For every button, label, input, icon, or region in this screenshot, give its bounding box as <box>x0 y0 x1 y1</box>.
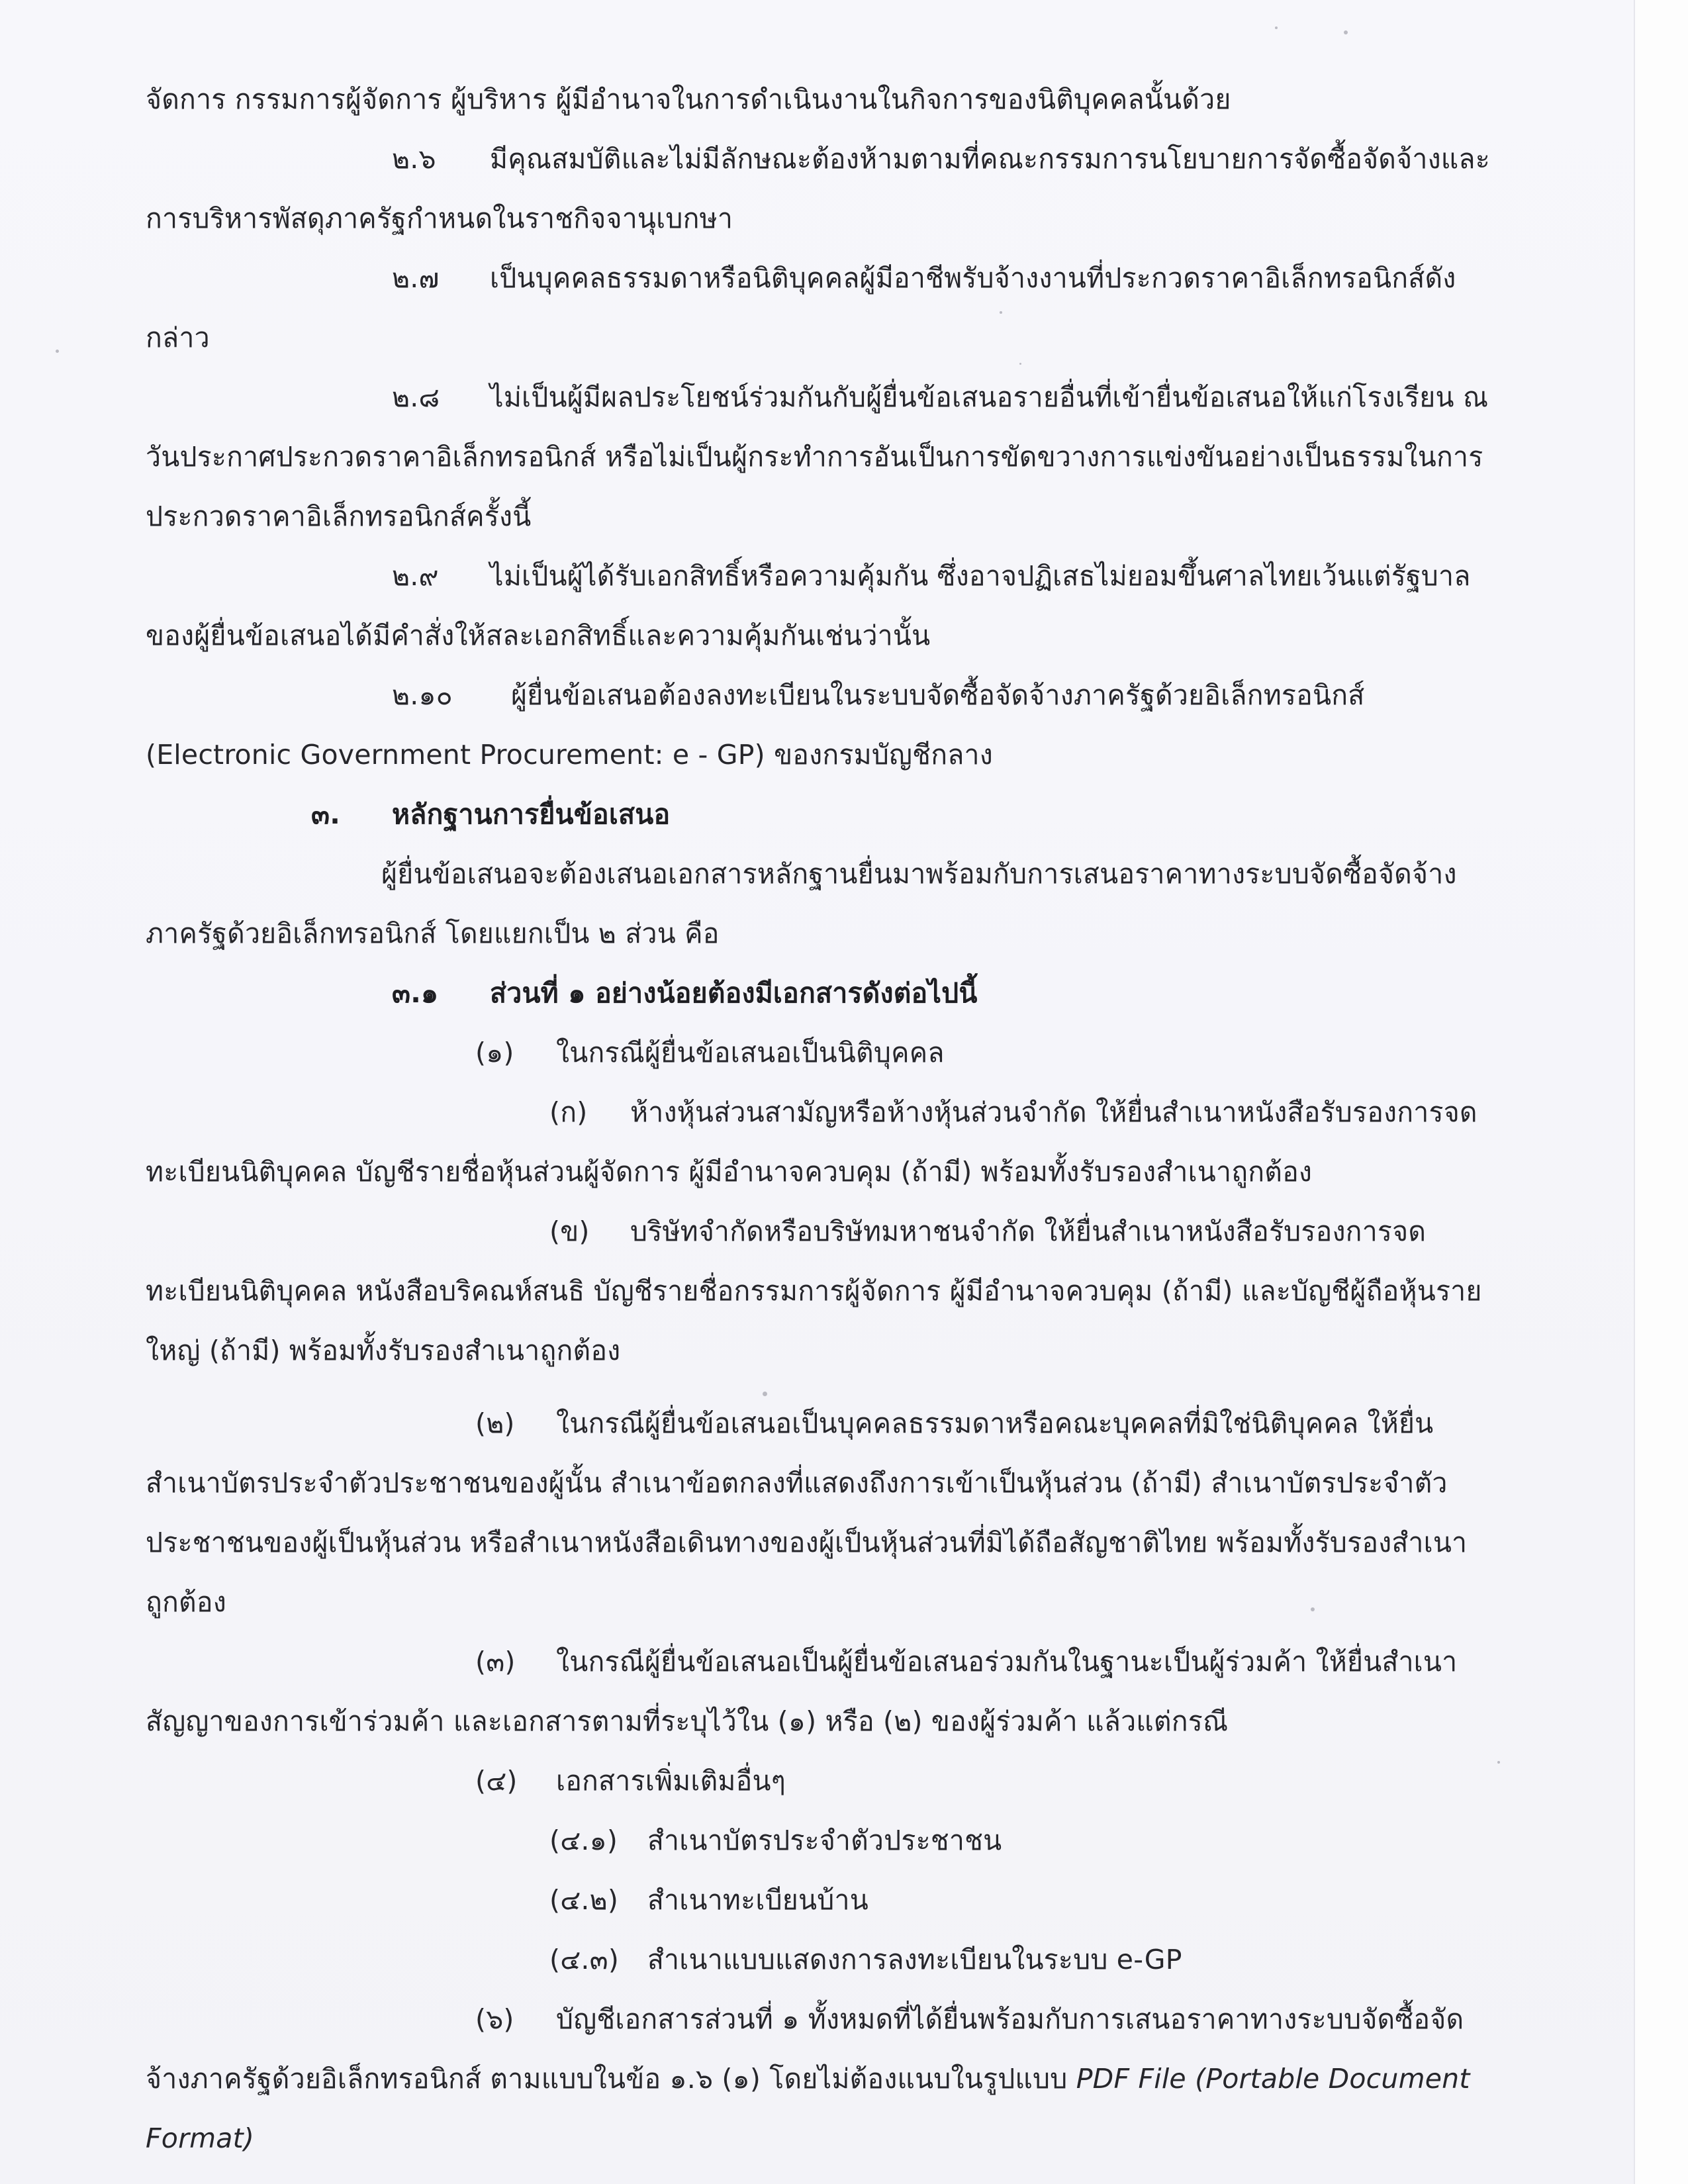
item-text: ในกรณีผู้ยื่นข้อเสนอเป็นบุคคลธรรมดาหรือคณะบุคคลที่มิใช่นิติบุคคล ให้ยื่น <box>556 1407 1434 1439</box>
text-line: ใหญ่ (ถ้ามี) พร้อมทั้งรับรองสำเนาถูกต้อง <box>146 1335 621 1366</box>
clause-text: ผู้ยื่นข้อเสนอต้องลงทะเบียนในระบบจัดซื้อจัดจ้างภาครัฐด้วยอิเล็กทรอนิกส์ <box>511 679 1365 711</box>
item-number: (๑) <box>475 1037 514 1068</box>
item-text: ในกรณีผู้ยื่นข้อเสนอเป็นผู้ยื่นข้อเสนอร่วมกันในฐานะเป็นผู้ร่วมค้า ให้ยื่นสำเนา <box>556 1646 1458 1678</box>
text-line: ภาครัฐด้วยอิเล็กทรอนิกส์ โดยแยกเป็น ๒ ส่วน คือ <box>146 918 720 949</box>
item-1 <box>475 1034 945 1071</box>
clause-number: ๒.๑๐ <box>392 679 453 711</box>
scan-speck <box>763 1392 767 1396</box>
text-line: ทะเบียนนิติบุคคล บัญชีรายชื่อหุ้นส่วนผู้จัดการ ผู้มีอำนาจควบคุม (ถ้ามี) พร้อมทั้งรับรองสำเนาถูกต้อง <box>146 1156 1313 1188</box>
clause-number: ๒.๘ <box>392 381 440 413</box>
item-text: ในกรณีผู้ยื่นข้อเสนอเป็นนิติบุคคล <box>556 1037 945 1068</box>
item-4 <box>475 1762 786 1799</box>
clause-number: ๒.๙ <box>392 560 439 592</box>
item-4-2 <box>549 1881 868 1919</box>
text-line: ผู้ยื่นข้อเสนอจะต้องเสนอเอกสารหลักฐานยื่นมาพร้อมกับการเสนอราคาทางระบบจัดซื้อจัดจ้าง <box>381 858 1457 890</box>
scan-speck <box>1000 311 1002 314</box>
item-number: (ก) <box>549 1096 588 1128</box>
text-segment: จ้างภาครัฐด้วยอิเล็กทรอนิกส์ ตามแบบในข้อ ๑.๖ (๑) โดยไม่ต้องแนบในรูปแบบ <box>146 2063 1076 2095</box>
item-number: (๓) <box>475 1646 516 1678</box>
item-4-3 <box>549 1941 1182 1978</box>
text-line: (Electronic Government Procurement: e - GP) ของกรมบัญชีกลาง <box>146 739 993 771</box>
section-number: ๓.๑ <box>392 977 439 1009</box>
clause-text: เป็นบุคคลธรรมดาหรือนิติบุคคลผู้มีอาชีพรับจ้างงานที่ประกวดราคาอิเล็กทรอนิกส์ดัง <box>490 262 1456 294</box>
text-line: ถูกต้อง <box>146 1586 226 1618</box>
item-4-1 <box>549 1822 1002 1859</box>
item-2 <box>475 1405 1433 1442</box>
item-text: สำเนาแบบแสดงการลงทะเบียนในระบบ e-GP <box>647 1944 1182 1975</box>
text-line <box>146 2060 1470 2097</box>
text-line: ของผู้ยื่นข้อเสนอได้มีคำสั่งให้สละเอกสิทธิ์และความคุ้มกันเช่นว่านั้น <box>146 620 931 651</box>
item-number: (๖) <box>475 2003 514 2035</box>
text-line: สำเนาบัตรประจำตัวประชาชนของผู้นั้น สำเนาข้อตกลงที่แสดงถึงการเข้าเป็นหุ้นส่วน (ถ้ามี) สำเนาบัตรประจำตัว <box>146 1467 1448 1499</box>
item-1-a <box>549 1094 1477 1131</box>
text-line: กล่าว <box>146 322 210 354</box>
section-title: หลักฐานการยื่นข้อเสนอ <box>392 798 671 830</box>
item-number: (๔.๓) <box>549 1944 620 1975</box>
text-line: วันประกาศประกวดราคาอิเล็กทรอนิกส์ หรือไม่เป็นผู้กระทำการอันเป็นการขัดขวางการแข่งขันอย่างเป็นธรรมในการ <box>146 441 1483 473</box>
item-text: เอกสารเพิ่มเติมอื่นๆ <box>556 1765 786 1797</box>
item-number: (๔.๒) <box>549 1884 619 1916</box>
section-number: ๓. <box>311 798 341 830</box>
text-line: ทะเบียนนิติบุคคล หนังสือบริคณห์สนธิ บัญชีรายชื่อกรรมการผู้จัดการ ผู้มีอำนาจควบคุม (ถ้ามี) และบัญชีผู้ถือหุ้นราย <box>146 1275 1482 1307</box>
item-1-b <box>549 1213 1426 1250</box>
text-segment-italic: PDF File (Portable Document <box>1076 2063 1470 2095</box>
item-text: สำเนาบัตรประจำตัวประชาชน <box>647 1825 1002 1856</box>
item-number: (๔) <box>475 1765 518 1797</box>
scan-speck <box>1019 363 1021 365</box>
clause-2-10 <box>392 677 1364 714</box>
scan-speck <box>1311 1607 1315 1611</box>
clause-2-7 <box>392 260 1456 297</box>
clause-text: มีคุณสมบัติและไม่มีลักษณะต้องห้ามตามที่คณะกรรมการนโยบายการจัดซื้อจัดจ้างและ <box>490 143 1490 175</box>
text-line: ประกวดราคาอิเล็กทรอนิกส์ครั้งนี้ <box>146 500 532 532</box>
item-text: บริษัทจำกัดหรือบริษัทมหาชนจำกัด ให้ยื่นสำเนาหนังสือรับรองการจด <box>630 1215 1427 1247</box>
clause-number: ๒.๖ <box>392 143 436 175</box>
item-3 <box>475 1643 1457 1680</box>
clause-number: ๒.๗ <box>392 262 440 294</box>
text-line: Format) <box>146 2122 255 2154</box>
scan-speck <box>1497 1761 1500 1764</box>
text-line: การบริหารพัสดุภาครัฐกำหนดในราชกิจจานุเบกษา <box>146 203 733 234</box>
item-number: (๔.๑) <box>549 1825 618 1856</box>
text-line: ประชาชนของผู้เป็นหุ้นส่วน หรือสำเนาหนังสือเดินทางของผู้เป็นหุ้นส่วนที่มิได้ถือสัญชาติไทย พร้อมทั้งรับรองสำเนา <box>146 1527 1468 1558</box>
clause-2-6 <box>392 140 1490 177</box>
scan-speck <box>56 350 59 353</box>
item-text: บัญชีเอกสารส่วนที่ ๑ ทั้งหมดที่ได้ยื่นพร้อมกับการเสนอราคาทางระบบจัดซื้อจัด <box>556 2003 1464 2035</box>
item-number: (๒) <box>475 1407 515 1439</box>
item-text: สำเนาทะเบียนบ้าน <box>647 1884 868 1916</box>
clause-text: ไม่เป็นผู้มีผลประโยชน์ร่วมกันกับผู้ยื่นข้อเสนอรายอื่นที่เข้ายื่นข้อเสนอให้แก่โรงเรียน ณ <box>490 381 1489 413</box>
clause-text: ไม่เป็นผู้ได้รับเอกสิทธิ์หรือความคุ้มกัน ซึ่งอาจปฏิเสธไม่ยอมขึ้นศาลไทยเว้นแต่รัฐบาล <box>490 560 1471 592</box>
text-line: สัญญาของการเข้าร่วมค้า และเอกสารตามที่ระบุไว้ใน (๑) หรือ (๒) ของผู้ร่วมค้า แล้วแต่กรณี <box>146 1705 1229 1737</box>
clause-2-9 <box>392 557 1471 594</box>
section-3-1-heading <box>392 974 978 1012</box>
text-line: จัดการ กรรมการผู้จัดการ ผู้บริหาร ผู้มีอำนาจในการดำเนินงานในกิจการของนิติบุคคลนั้นด้วย <box>146 83 1231 115</box>
item-text: ห้างหุ้นส่วนสามัญหรือห้างหุ้นส่วนจำกัด ให้ยื่นสำเนาหนังสือรับรองการจด <box>630 1096 1477 1128</box>
clause-2-8 <box>392 379 1488 416</box>
scan-margin <box>1634 0 1688 2184</box>
scan-speck <box>1275 26 1278 29</box>
item-number: (ข) <box>549 1215 590 1247</box>
scan-speck <box>1344 30 1348 34</box>
item-6 <box>475 2001 1464 2038</box>
section-3-heading <box>311 796 670 833</box>
section-title: ส่วนที่ ๑ อย่างน้อยต้องมีเอกสารดังต่อไปนี้ <box>490 977 978 1009</box>
